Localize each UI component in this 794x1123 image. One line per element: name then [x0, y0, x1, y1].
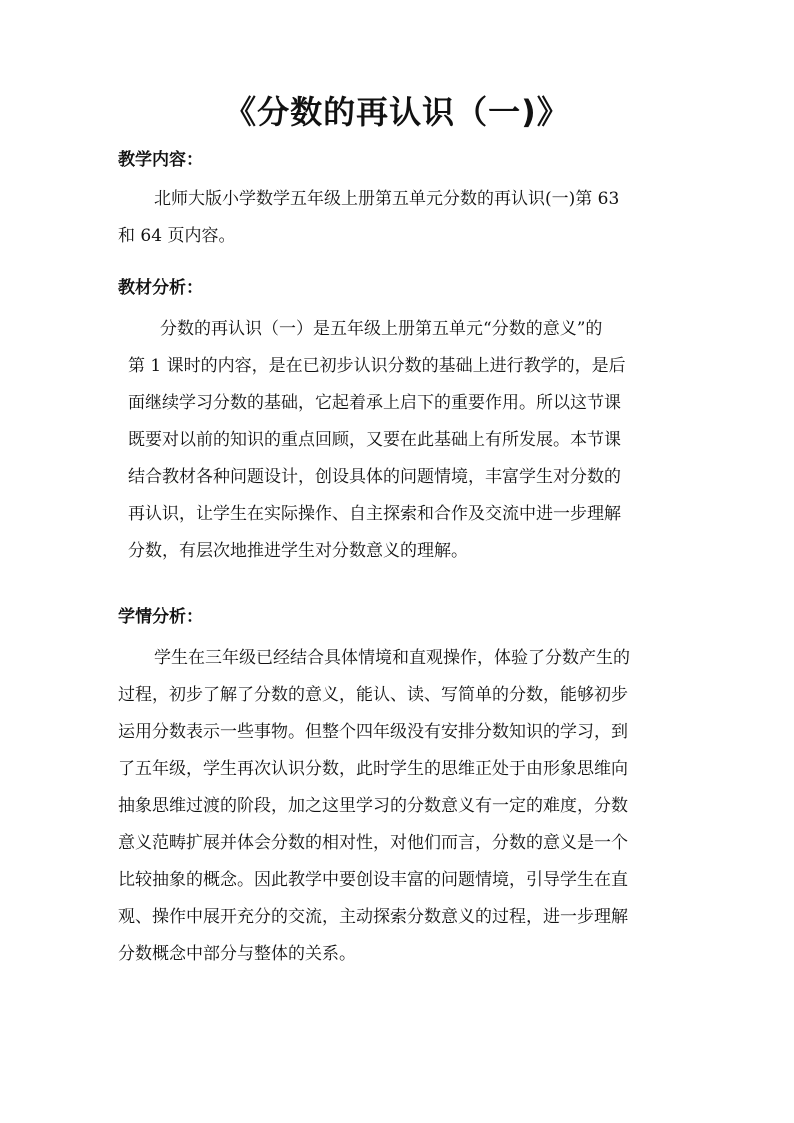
paragraph-line: 过程，初步了解了分数的意义，能认、读、写简单的分数，能够初步 [118, 685, 628, 705]
paragraph-line: 第 1 课时的内容，是在已初步认识分数的基础上进行教学的，是后 [128, 356, 626, 376]
paragraph-line: 北师大版小学数学五年级上册第五单元分数的再认识(一)第 63 [154, 189, 620, 209]
paragraph-line: 和 64 页内容。 [118, 226, 236, 246]
paragraph-line: 运用分数表示一些事物。但整个四年级没有安排分数知识的学习，到 [118, 722, 628, 742]
teaching-content-paragraph [118, 181, 678, 255]
paragraph-line: 结合教材各种问题设计，创设具体的问题情境，丰富学生对分数的 [128, 467, 621, 487]
paragraph-line: 观、操作中展开充分的交流，主动探索分数意义的过程，进一步理解 [118, 907, 628, 927]
paragraph-line: 学生在三年级已经结合具体情境和直观操作，体验了分数产生的 [154, 648, 630, 668]
paragraph-line: 比较抽象的概念。因此教学中要创设丰富的问题情境，引导学生在直 [118, 870, 628, 890]
paragraph-line: 意义范畴扩展并体会分数的相对性，对他们而言，分数的意义是一个 [118, 833, 628, 853]
section-heading-student-analysis: 学情分析： [118, 607, 203, 627]
paragraph-line: 了五年级，学生再次认识分数，此时学生的思维正处于由形象思维向 [118, 759, 628, 779]
student-analysis-paragraph [118, 640, 678, 973]
paragraph-line: 既要对以前的知识的重点回顾，又要在此基础上有所发展。本节课 [128, 430, 621, 450]
paragraph-line: 抽象思维过渡的阶段，加之这里学习的分数意义有一定的难度，分数 [118, 796, 628, 816]
paragraph-line: 再认识，让学生在实际操作、自主探索和合作及交流中进一步理解 [128, 504, 621, 524]
paragraph-line: 分数，有层次地推进学生对分数意义的理解。 [128, 541, 468, 561]
section-heading-textbook-analysis: 教材分析： [118, 278, 203, 298]
paragraph-line: 分数的再认识（一）是五年级上册第五单元“分数的意义”的 [160, 319, 603, 339]
section-heading-teaching-content: 教学内容： [118, 150, 203, 170]
document-title: 《分数的再认识（一)》 [224, 93, 570, 131]
paragraph-line: 分数概念中部分与整体的关系。 [118, 944, 356, 964]
paragraph-line: 面继续学习分数的基础，它起着承上启下的重要作用。所以这节课 [128, 393, 621, 413]
textbook-analysis-paragraph [118, 311, 678, 570]
